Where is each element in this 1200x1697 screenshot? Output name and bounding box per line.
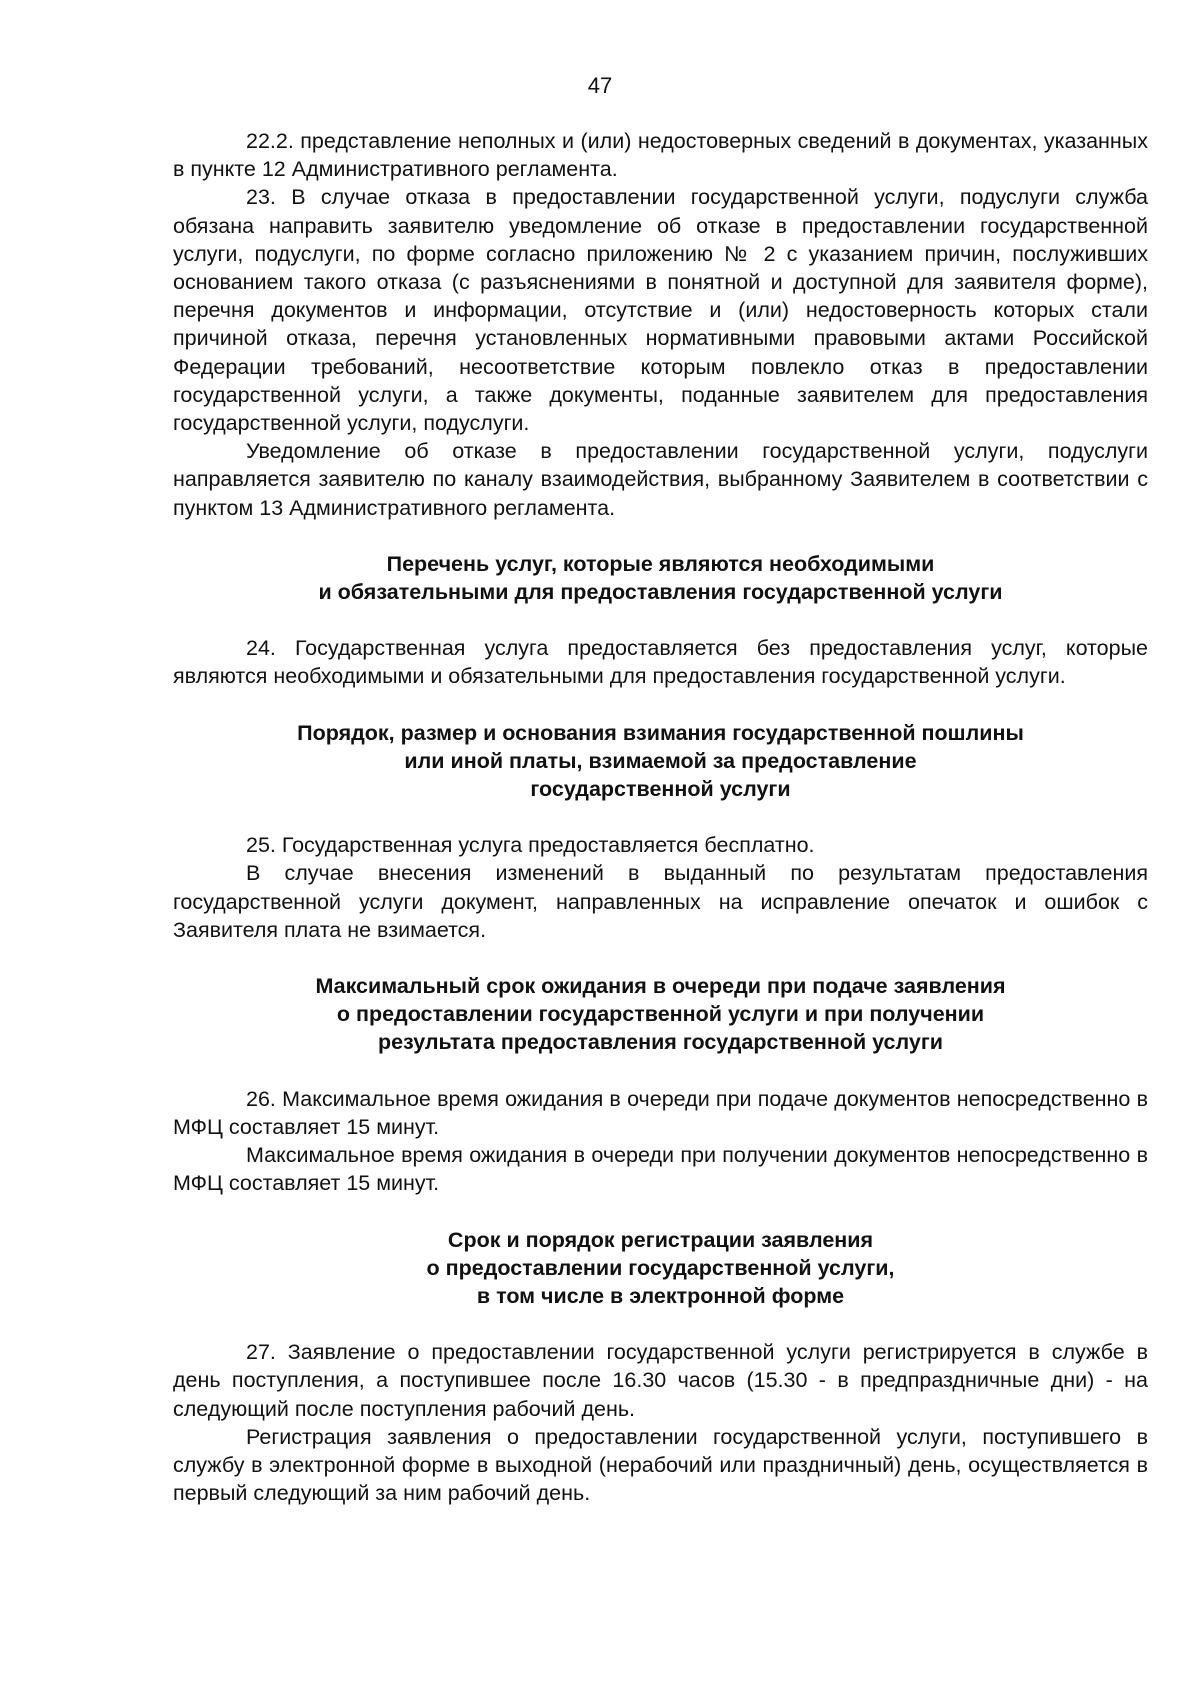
paragraph-27-electronic: Регистрация заявления о предоставлении государственной услуги, поступившего в службу в электронной форме в выходной (нерабочий или праздничный) день, осуществляется в первый следующий за ним рабочий день. bbox=[173, 1424, 1148, 1506]
paragraph-27: 27. Заявление о предоставлении государственной услуги регистрируется в службе в день поступления, а поступившее после 16.30 часов (15.30 - в предпраздничные дни) - на следующий после поступления рабочий день. bbox=[173, 1340, 1148, 1421]
heading-line: Максимальный срок ожидания в очереди при подаче заявления bbox=[315, 974, 1006, 999]
heading-line: о предоставлении государственной услуги, bbox=[426, 1255, 895, 1280]
paragraph-23-notice: Уведомление об отказе в предоставлении государственной услуги, подуслуги направляется заявителю по каналу взаимодействия, выбранному Заявителем в соответствии с пунктом 13 Административного регламента. bbox=[173, 439, 1148, 520]
heading-line: Срок и порядок регистрации заявления bbox=[447, 1227, 874, 1252]
paragraph-22-2: 22.2. представление неполных и (или) недостоверных сведений в документах, указанных в пункте 12 Административного регламента. bbox=[173, 129, 1148, 182]
heading-registration bbox=[173, 1226, 1148, 1311]
heading-line: результата предоставления государственной услуги bbox=[377, 1030, 944, 1055]
paragraph-25-changes: В случае внесения изменений в выданный по результатам предоставления государственной услуги документ, направленных на исправление опечаток и ошибок с Заявителя плата не взимается. bbox=[173, 861, 1148, 942]
heading-line: или иной платы, взимаемой за предоставление bbox=[404, 748, 917, 773]
heading-line: Порядок, размер и основания взимания государственной пошлины bbox=[297, 720, 1024, 745]
heading-line: в том числе в электронной форме bbox=[476, 1283, 845, 1308]
heading-line: государственной услуги bbox=[530, 777, 791, 802]
heading-queue-time bbox=[173, 972, 1148, 1057]
heading-line: Перечень услуг, которые являются необходимыми bbox=[386, 551, 935, 576]
document-body bbox=[173, 127, 1148, 1507]
page-number: 47 bbox=[587, 73, 613, 98]
heading-line: о предоставлении государственной услуги и при получении bbox=[336, 1002, 985, 1027]
paragraph-24: 24. Государственная услуга предоставляется без предоставления услуг, которые являются необходимыми и обязательными для предоставления государственной услуги. bbox=[173, 636, 1148, 689]
paragraph-26-receive: Максимальное время ожидания в очереди при получении документов непосредственно в МФЦ составляет 15 минут. bbox=[173, 1143, 1148, 1196]
paragraph-26: 26. Максимальное время ожидания в очереди при подаче документов непосредственно в МФЦ составляет 15 минут. bbox=[173, 1086, 1148, 1139]
heading-fee bbox=[173, 719, 1148, 804]
paragraph-25: 25. Государственная услуга предоставляется бесплатно. bbox=[246, 833, 815, 858]
heading-required-services bbox=[173, 550, 1148, 606]
paragraph-23: 23. В случае отказа в предоставлении государственной услуги, подуслуги служба обязана направить заявителю уведомление об отказе в предоставлении государственной услуги, подуслуги, по форме согласно приложению № 2 с указанием причин, послуживших основанием такого отказа (с разъяснениями в понятной и доступной для заявителя форме), перечня документов и информации, отсутствие и (или) недостоверность которых стали причиной отказа, перечня установленных нормативными правовыми актами Российской Федерации требований, несоответствие которым повлекло отказ в предоставлении государственной услуги, а также документы, поданные заявителем для предоставления государственной услуги, подуслуги. bbox=[173, 185, 1148, 436]
heading-line: и обязательными для предоставления государственной услуги bbox=[318, 580, 1003, 605]
